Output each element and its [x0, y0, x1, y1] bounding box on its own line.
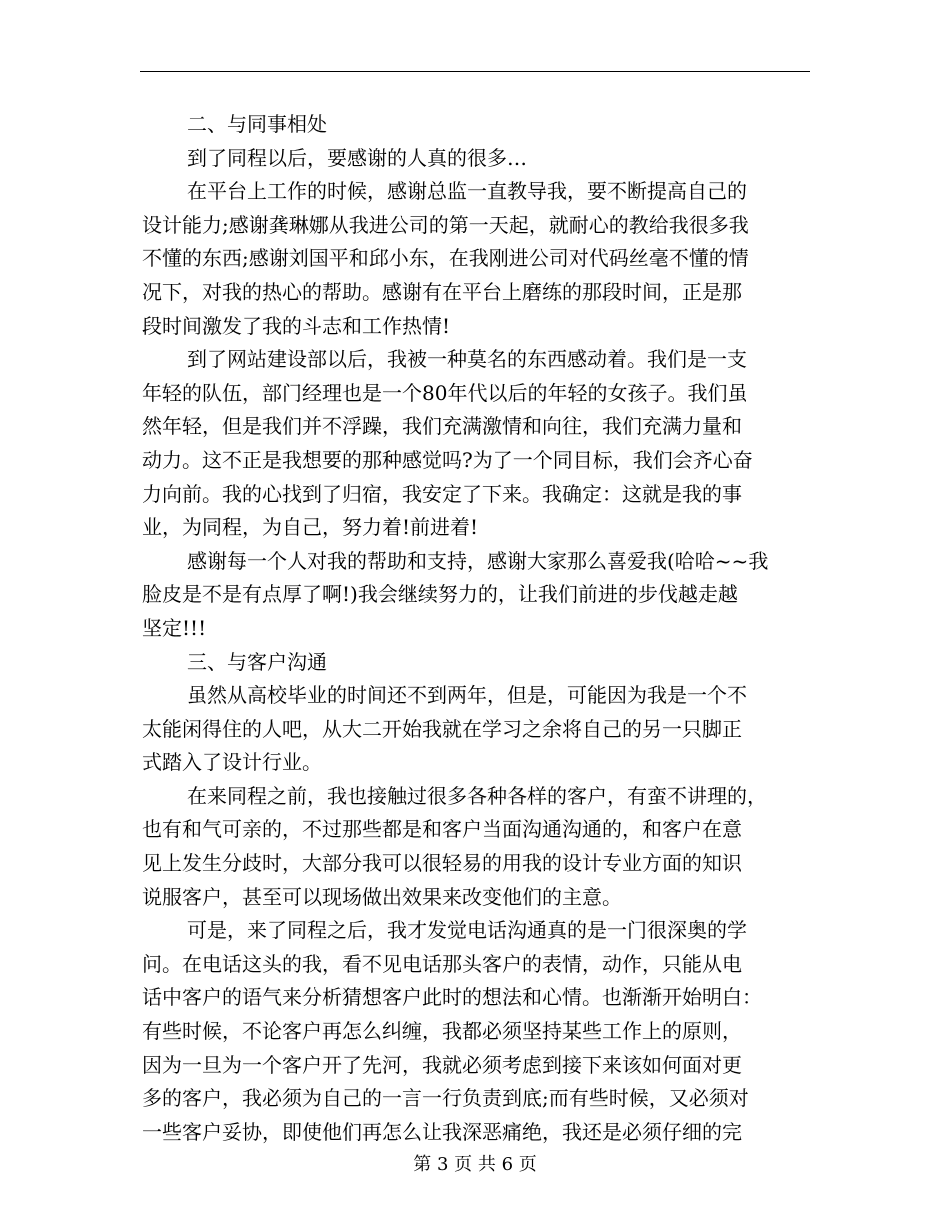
text-line: 说服客户，甚至可以现场做出效果来改变他们的主意。 — [142, 884, 622, 909]
text-line: 到了同程以后，要感谢的人真的很多… — [187, 145, 527, 170]
text-line: 坚定!!! — [142, 615, 207, 640]
text-line: 见上发生分歧时，大部分我可以很轻易的用我的设计专业方面的知识 — [142, 851, 742, 876]
text-line: 设计能力;感谢龚琳娜从我进公司的第一天起，就耐心的教给我很多我 — [142, 212, 749, 237]
text-line: 力向前。我的心找到了归宿，我安定了下来。我确定：这就是我的事 — [142, 481, 742, 506]
text-line: 因为一旦为一个客户开了先河，我就必须考虑到接下来该如何面对更 — [142, 1052, 742, 1077]
text-line: 问。在电话这头的我，看不见电话那头客户的表情，动作，只能从电 — [142, 951, 742, 976]
text-line: 太能闲得住的人吧，从大二开始我就在学习之余将自己的另一只脚正 — [142, 716, 742, 741]
text-line: 虽然从高校毕业的时间还不到两年，但是，可能因为我是一个不 — [187, 683, 747, 708]
document-body — [142, 108, 807, 1149]
text-line: 多的客户，我必须为自己的一言一行负责到底;而有些时候，又必须对 — [142, 1086, 749, 1111]
text-line: 动力。这不正是我想要的那种感觉吗?为了一个同目标，我们会齐心奋 — [142, 447, 753, 472]
text-line: 有些时候，不论客户再怎么纠缠，我都必须坚持某些工作上的原则， — [142, 1019, 742, 1044]
text-line: 脸皮是不是有点厚了啊!)我会继续努力的，让我们前进的步伐越走越 — [142, 582, 738, 607]
text-line: 段时间激发了我的斗志和工作热情! — [142, 313, 451, 338]
text-line: 三、与客户沟通 — [187, 649, 327, 674]
text-line: 然年轻，但是我们并不浮躁，我们充满激情和向往，我们充满力量和 — [142, 414, 742, 439]
header-rule — [140, 71, 810, 72]
text-line: 在来同程之前，我也接触过很多各种各样的客户，有蛮不讲理的， — [187, 783, 767, 808]
text-line: 业，为同程，为自己，努力着!前进着! — [142, 515, 479, 540]
text-line: 式踏入了设计行业。 — [142, 750, 322, 775]
text-line: 年轻的队伍，部门经理也是一个80年代以后的年轻的女孩子。我们虽 — [142, 380, 748, 405]
text-line: 一些客户妥协，即使他们再怎么让我深恶痛绝，我还是必须仔细的完 — [142, 1119, 742, 1144]
text-line: 不懂的东西;感谢刘国平和邱小东，在我刚进公司对代码丝毫不懂的情 — [142, 246, 749, 271]
text-line: 在平台上工作的时候，感谢总监一直教导我，要不断提高自己的 — [187, 179, 747, 204]
text-line: 况下，对我的热心的帮助。感谢有在平台上磨练的那段时间，正是那 — [142, 279, 742, 304]
text-line: 感谢每一个人对我的帮助和支持，感谢大家那么喜爱我(哈哈~~我 — [187, 548, 769, 573]
page-number: 第 3 页 共 6 页 — [413, 1154, 537, 1175]
text-line: 话中客户的语气来分析猜想客户此时的想法和心情。也渐渐开始明白： — [142, 985, 762, 1010]
text-line: 二、与同事相处 — [187, 112, 327, 136]
text-line: 可是，来了同程之后，我才发觉电话沟通真的是一门很深奥的学 — [187, 918, 747, 943]
text-line: 也有和气可亲的，不过那些都是和客户当面沟通沟通的，和客户在意 — [142, 817, 742, 842]
text-line: 到了网站建设部以后，我被一种莫名的东西感动着。我们是一支 — [187, 347, 747, 372]
